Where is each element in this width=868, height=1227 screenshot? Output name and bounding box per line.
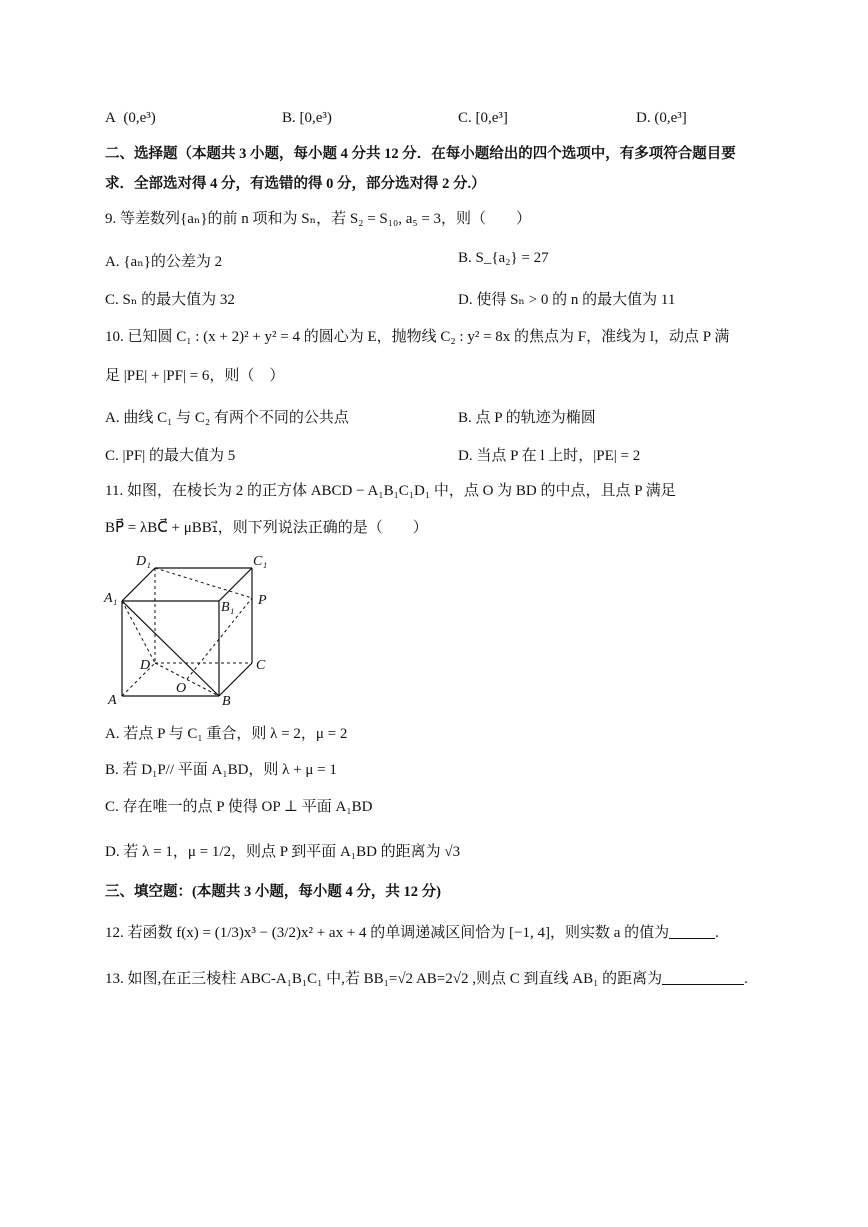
- q10-option-d: [458, 444, 640, 465]
- option-label: C.: [105, 448, 119, 464]
- option-label: C.: [458, 110, 472, 126]
- q10-option-a: [105, 406, 349, 427]
- option-label: C.: [105, 799, 119, 815]
- option-label: B.: [458, 250, 472, 266]
- q9-option-b: [458, 250, 549, 267]
- option-text: 使得 Sₙ > 0 的 n 的最大值为 11: [476, 292, 676, 308]
- option-label: D.: [636, 110, 651, 126]
- q11-option-a: [105, 722, 347, 743]
- edge-A1-D1: [122, 568, 155, 601]
- q12-end: .: [715, 925, 719, 941]
- q13-end: .: [744, 971, 748, 987]
- option-label: D.: [105, 844, 120, 860]
- q9-option-d: [458, 288, 675, 309]
- q10-option-b: [458, 406, 596, 427]
- option-text: S_{a₂} = 27: [475, 250, 549, 266]
- q11-stem-line2: BP⃗ = λBC⃗ + μBB₁⃗，则下列说法正确的是（ ）: [105, 520, 428, 536]
- q8-option-a: [105, 110, 156, 127]
- section2-heading-line1: 二、选择题（本题共 3 小题，每小题 4 分共 12 分．在每小题给出的四个选项中，有多项符合题目要: [105, 146, 736, 162]
- option-label: B.: [458, 410, 472, 426]
- label-B1: B₁: [221, 600, 235, 615]
- q10-stem-line1: 10. 已知圆 C₁ : (x + 2)² + y² = 4 的圆心为 E，抛物线 C₂ : y² = 8x 的焦点为 F，准线为 l，动点 P 满: [105, 329, 730, 345]
- label-C: C: [256, 658, 266, 673]
- q11-stem-line1: 11. 如图，在棱长为 2 的正方体 ABCD − A₁B₁C₁D₁ 中，点 O 为 BD 的中点，且点 P 满足: [105, 483, 676, 499]
- option-label: A.: [105, 410, 120, 426]
- option-text: (0,e³): [123, 110, 156, 126]
- q11-option-b: [105, 758, 337, 779]
- option-text: 曲线 C₁ 与 C₂ 有两个不同的公共点: [123, 410, 349, 426]
- q12-answer-blank[interactable]: [669, 924, 715, 939]
- q11-option-c: [105, 795, 372, 816]
- option-text: 当点 P 在 l 上时，|PE| = 2: [476, 448, 641, 464]
- q13-stem: 13. 如图,在正三棱柱 ABC-A₁B₁C₁ 中,若 BB₁=√2 AB=2√2 ,则点 C 到直线 AB₁ 的距离为: [105, 971, 663, 987]
- q8-option-d: [636, 110, 687, 127]
- q10-option-c: [105, 444, 235, 465]
- option-text: 存在唯一的点 P 使得 OP ⊥ 平面 A₁BD: [122, 799, 373, 815]
- option-text: Sₙ 的最大值为 32: [122, 292, 235, 308]
- q12-line: [105, 924, 719, 942]
- option-label: B.: [282, 110, 296, 126]
- q9-option-c: [105, 288, 235, 309]
- section2-heading-line2: 求．全部选对得 4 分，有选错的得 0 分，部分选对得 2 分.）: [105, 176, 486, 192]
- option-text: {aₙ}的公差为 2: [123, 254, 223, 270]
- option-text: [0,e³]: [475, 110, 508, 126]
- label-D1: D₁: [136, 554, 151, 569]
- option-label: D.: [458, 292, 473, 308]
- q8-option-b: [282, 110, 332, 127]
- cube-figure: [100, 548, 280, 710]
- segment-A1-D: [122, 601, 155, 663]
- option-text: 点 P 的轨迹为椭圆: [475, 410, 596, 426]
- q12-stem: 12. 若函数 f(x) = (1/3)x³ − (3/2)x² + ax + 4 的单调递减区间恰为 [−1, 4]，则实数 a 的值为: [105, 925, 670, 941]
- q13-line: [105, 970, 748, 988]
- q10-stem-line2: 足 |PE| + |PF| = 6，则（ ）: [105, 368, 285, 384]
- option-label: A.: [105, 254, 120, 270]
- label-A1: A₁: [104, 591, 118, 606]
- q9-option-a: [105, 250, 222, 271]
- option-label: B.: [105, 762, 119, 778]
- option-label: C.: [105, 292, 119, 308]
- option-text: 若 λ = 1，μ = 1/2，则点 P 到平面 A₁BD 的距离为 √3: [123, 844, 461, 860]
- option-text: (0,e³]: [654, 110, 687, 126]
- option-text: 若点 P 与 C₁ 重合，则 λ = 2，μ = 2: [123, 726, 348, 742]
- section3-heading: 三、填空题：(本题共 3 小题，每小题 4 分，共 12 分): [105, 884, 441, 900]
- option-label: A: [105, 110, 116, 126]
- q8-option-c: [458, 110, 508, 127]
- option-text: [0,e³): [299, 110, 332, 126]
- edge-B-C: [219, 663, 252, 696]
- label-C1: C₁: [253, 554, 268, 569]
- label-A: A: [108, 693, 117, 708]
- option-label: A.: [105, 726, 120, 742]
- label-D: D: [140, 658, 151, 673]
- option-text: 若 D₁P// 平面 A₁BD，则 λ + μ = 1: [122, 762, 337, 778]
- option-text: |PF| 的最大值为 5: [122, 448, 236, 464]
- q11-option-d: [105, 840, 460, 861]
- label-O: O: [176, 681, 187, 696]
- segment-D-B: [155, 663, 219, 696]
- q13-answer-blank[interactable]: [662, 970, 744, 985]
- q9-stem: 9. 等差数列{aₙ}的前 n 项和为 Sₙ，若 S₂ = S₁₀, a₅ = 3，则（ ）: [105, 211, 532, 227]
- label-P: P: [258, 593, 267, 608]
- label-B: B: [222, 694, 231, 709]
- option-label: D.: [458, 448, 473, 464]
